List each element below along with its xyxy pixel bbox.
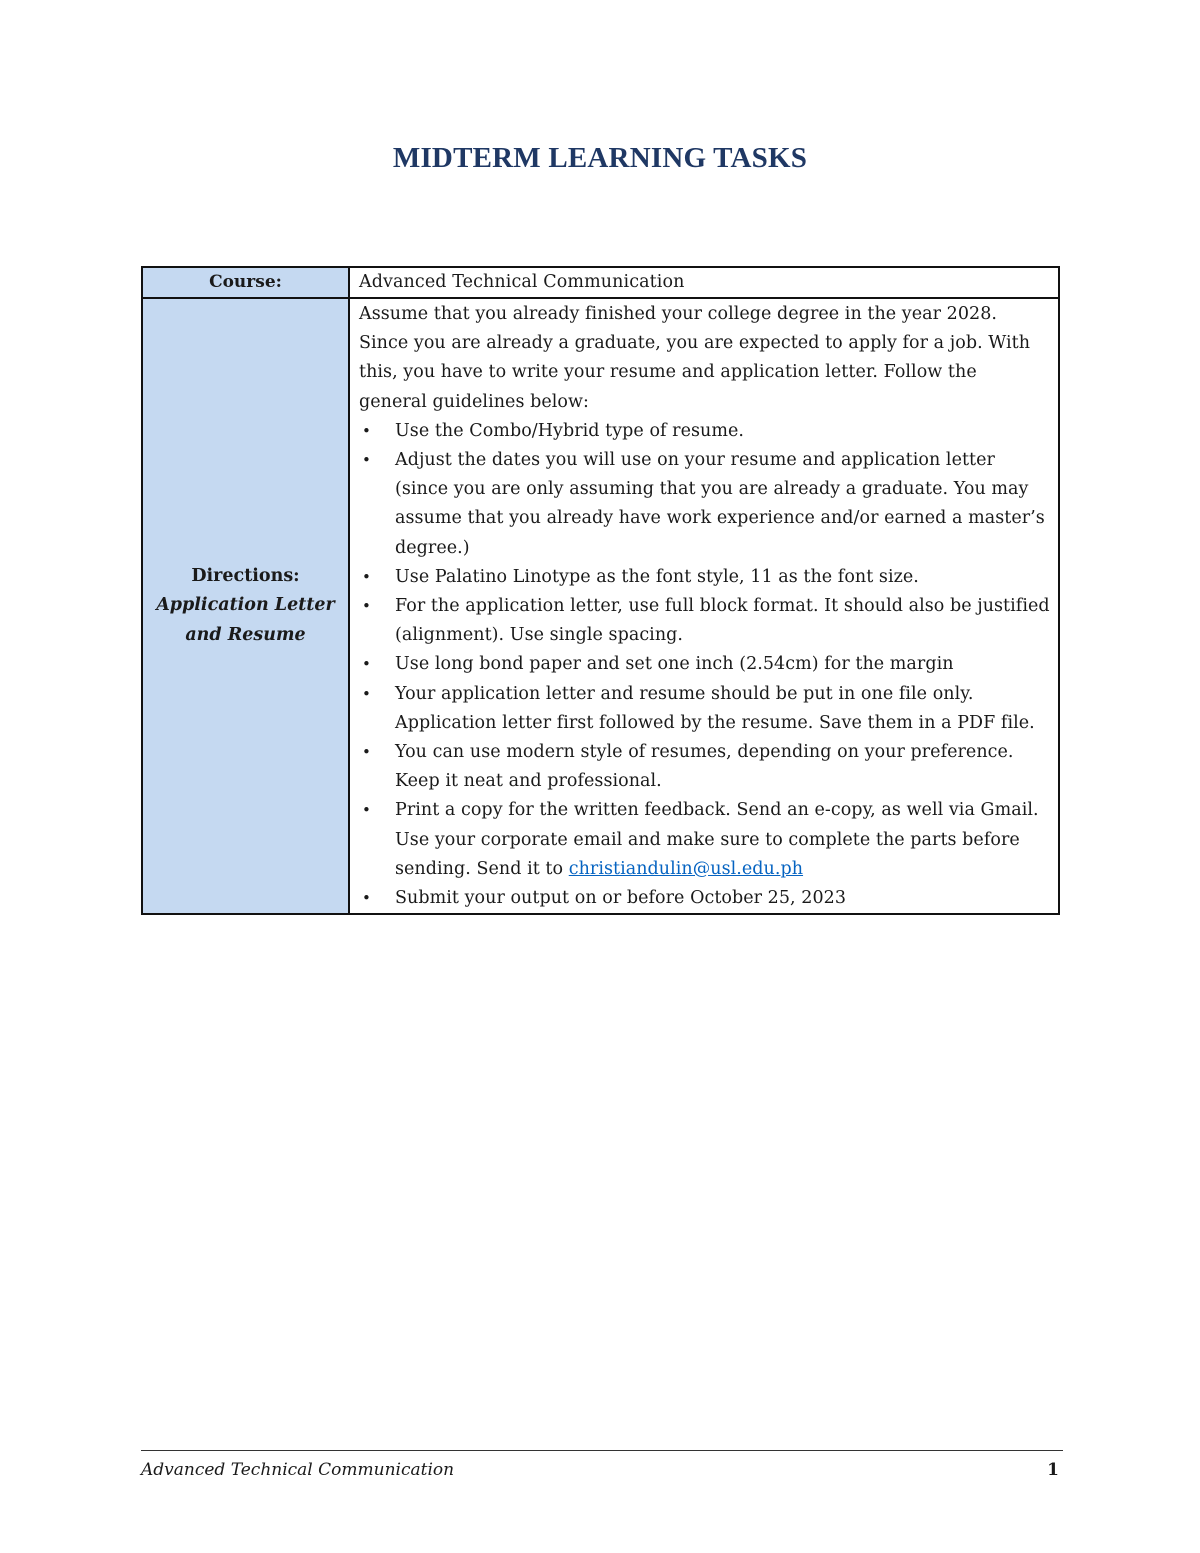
page-title: MIDTERM LEARNING TASKS <box>392 142 808 174</box>
bullet-icon: • <box>362 451 371 470</box>
directions-subtitle: Application Letter and Resume <box>156 595 335 645</box>
list-item-text: Your application letter and resume should be put in one file only. Application letter first followed by the resume. Save them in a PDF file. <box>395 683 1035 733</box>
bullet-icon: • <box>362 597 371 616</box>
list-item <box>359 563 1050 592</box>
bullet-icon: • <box>362 743 371 762</box>
list-item-text: Adjust the dates you will use on your resume and application letter (since you are only assuming that you are already a graduate. You may assume that you already have work experience and/or earned a master’s degree.) <box>395 450 1045 558</box>
guidelines-list <box>359 417 1050 913</box>
bullet-icon: • <box>362 684 371 703</box>
bullet-icon: • <box>362 567 371 586</box>
list-item <box>359 796 1050 884</box>
list-item-text: Submit your output on or before October 25, 2023 <box>395 888 846 909</box>
bullet-icon: • <box>362 655 371 674</box>
page-number: 1 <box>1047 1460 1059 1480</box>
list-item-text: Use Palatino Linotype as the font style, 11 as the font size. <box>395 566 919 587</box>
list-item <box>359 446 1050 563</box>
list-item <box>359 884 1050 913</box>
course-row <box>142 267 1059 298</box>
list-item <box>359 650 1050 679</box>
bullet-icon: • <box>362 801 371 820</box>
list-item <box>359 592 1050 650</box>
directions-label-cell <box>142 298 349 914</box>
directions-content <box>349 298 1059 914</box>
list-item-text: Use the Combo/Hybrid type of resume. <box>395 420 745 441</box>
course-value: Advanced Technical Communication <box>349 267 1059 298</box>
directions-label: Directions: <box>191 565 300 586</box>
directions-intro: Assume that you already finished your college degree in the year 2028. Since you are already a graduate, you are expected to apply for a job. With this, you have to write your resume and application letter. Follow the general guidelines below: <box>359 304 1031 412</box>
task-table <box>141 266 1060 915</box>
list-item <box>359 738 1050 796</box>
course-label: Course: <box>142 267 349 298</box>
list-item-text: Print a copy for the written feedback. Send an e-copy, as well via Gmail. Use your corporate email and make sure to complete the parts before sending. Send it to <box>395 800 1039 879</box>
directions-row <box>142 298 1059 914</box>
bullet-icon: • <box>362 421 371 440</box>
footer-course-title: Advanced Technical Communication <box>141 1460 455 1480</box>
list-item-text: Use long bond paper and set one inch (2.54cm) for the margin <box>395 654 954 675</box>
bullet-icon: • <box>362 889 371 908</box>
email-link[interactable]: christiandulin@usl.edu.ph <box>568 858 804 879</box>
list-item-text: You can use modern style of resumes, depending on your preference. Keep it neat and professional. <box>395 742 1014 792</box>
list-item <box>359 680 1050 738</box>
footer-divider <box>141 1450 1063 1451</box>
list-item-text: For the application letter, use full block format. It should also be justified (alignment). Use single spacing. <box>395 596 1050 646</box>
list-item <box>359 417 1050 446</box>
